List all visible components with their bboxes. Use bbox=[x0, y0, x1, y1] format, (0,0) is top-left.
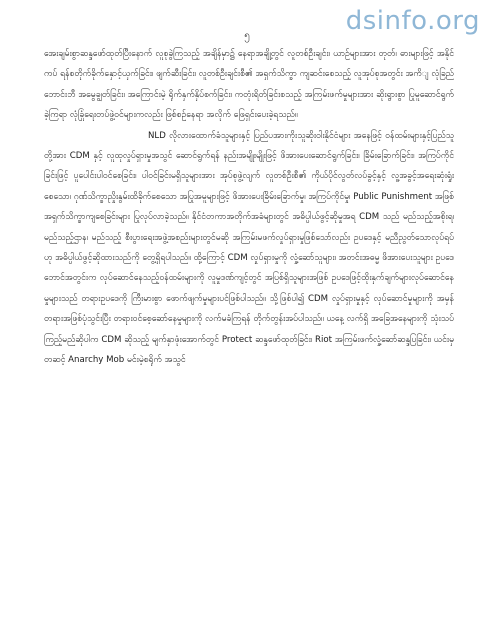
watermark: dsinfo.org bbox=[345, 6, 480, 36]
page-number: ၅ bbox=[244, 30, 250, 41]
paragraph: အေးချမ်းစွာဆန္ဒဖော်ထုတ်ပြီးနောက် လူစုခွဲကြသည့် အချိန်မှာ၌ နေရာအချို့တွင် လူတစ်ဦးချင်း၊ ယာဉ်များအား တုတ်၊ ဓားများဖြင့် အနိုင်ကပ် ရန်စတိုက်ခိုက်နှောင့်ယှက်ခြင်း၊ ဖျက်ဆီးခြင်း၊ လူတစ်ဦးချင်းစီ၏ အရှက်သိက္ခာ ကျဆင်းစေသည့် လူအုပ်စုအတွင်း အကိျ လုံခြည် ဘောင်းဘီ အမွေချွတ်ခြင်း၊ အကြောင်းမဲ့ ရိုက်နှက်နှိပ်စက်ခြင်း၊ ကတုံးရိတ်ခြင်းစသည့် အကြမ်းဖက်မှုများအား ဆိုးရွားစွာ ပြုမူဆောင်ရွက်ခဲ့ကြရာ လုံခြုံရေးတပ်ဖွဲ့ဝင်များကလည်း ဖြစ်စဉ်နေရာ အလိုက် ဖြေရှင်းပေးခဲ့ရသည်။ bbox=[44, 49, 454, 121]
document-body bbox=[44, 44, 454, 371]
paragraph: NLD လိုလားထောက်ခံသူများနှင့် ပြည်ပအားကိုးသူဆိုးဝါးနိုင်ငံများ အနေဖြင့် ဝန်ထမ်းများနှင့်ပြည်သူတို့အား CDM နှင့် လူထုလှုပ်ရှားမှုအသွင် ဆောင်ရွက်ရန် နည်းအမျိုးမျိုးဖြင့် ဖိအားပေးဆောင်ရွက်ခြင်း၊ ခြိမ်းခြောက်ခြင်း၊ အကြပ်ကိုင်ခြင်းဖြင့် ပူပေါင်းပါဝင်စေခြင်း၊ ပါဝင်ခြင်းမရှိသူများအား အုပ်စုဖွဲ့လျက် လူတစ်ဦးစီ၏ ကိုယ်ပိုင်လွတ်လပ်ခွင့်နှင့် လူ့အခွင့်အရေးဆုံးရှုံးစေသော၊ ဂုဏ်သိက္ခာညှိုးနွမ်းထိခိုက်စေသော အပြုအမူများဖြင့် ဖိအားပေးခြိမ်းခြောက်မှု၊ အကြပ်ကိုင်မှု၊ Public Punishment အဖြစ် အရှက်သိက္ခာကျစေခြင်းများ ပြုလုပ်လာခဲ့သည်။ နိုင်ငံတကာအတိုက်အခံများတွင် အဓိပ္ပါယ်ဖွင့်ဆိုမှုအရ CDM သည် မည်သည့်အစိုးရ၊ မည်သည့်ဌာန၊ မည်သည့် စီးပွားရေးအဖွဲ့အစည်းများတွင်မဆို အကြမ်းမဖက်လှုပ်ရှားမှုဖြစ်သော်လည်း ဥပဒေနှင့် မညီညွတ်သောလုပ်ရပ်ဟု အဓိပ္ပါယ်ဖွင့်ဆိုထားသည်ကို တွေ့ရှိရပါသည်။ ထို့ကြောင့် CDM လှုပ်ရှားမှုကို လှုံ့ဆော်သူများ၊ အတင်းအဓမ္မ ဖိအားပေးသူများ ဥပဒေဘောင်အတွင်းက လုပ်ဆောင်နေသည့်ဝန်ထမ်းများကို လူမှုဒဏ်ကျင့်တွင် အပြစ်ရှိသူများအဖြစ် ဥပဒေဖြင့်ထိုးနှက်ချက်များလုပ်ဆောင်နေမှုများသည် တရားဥပဒေကို ကြီးမားစွာ ဖောက်ဖျက်မှုများပင်ဖြစ်ပါသည်။ သို့ဖြစ်ပါ၍ CDM လှုပ်ရှားမှုနှင့် လုပ်ဆောင်မှုများကို အမှန်တရားအဖြစ်ပုံသွင်းပြီး တရားဝင်စေ့ဆော်နေမှုများကို လက်မခံကြရန် တိုက်တွန်းအပ်ပါသည်။ ယနေ့ လက်ရှိ အခြေအနေများကို သုံးသပ် ကြည့်မည်ဆိုပါက CDM ဆိုသည့် မျက်နှာဖုံးအောက်တွင် Protect ဆန္ဒဖော်ထုတ်ခြင်း၊ Riot အကြမ်းဖက်လှုံ့ဆော်ဆန္ဒပြခြင်း၊ ယင်းမှတဆင့် Anarchy Mob မင်းမဲ့စရိုက် အသွင် bbox=[44, 130, 454, 366]
